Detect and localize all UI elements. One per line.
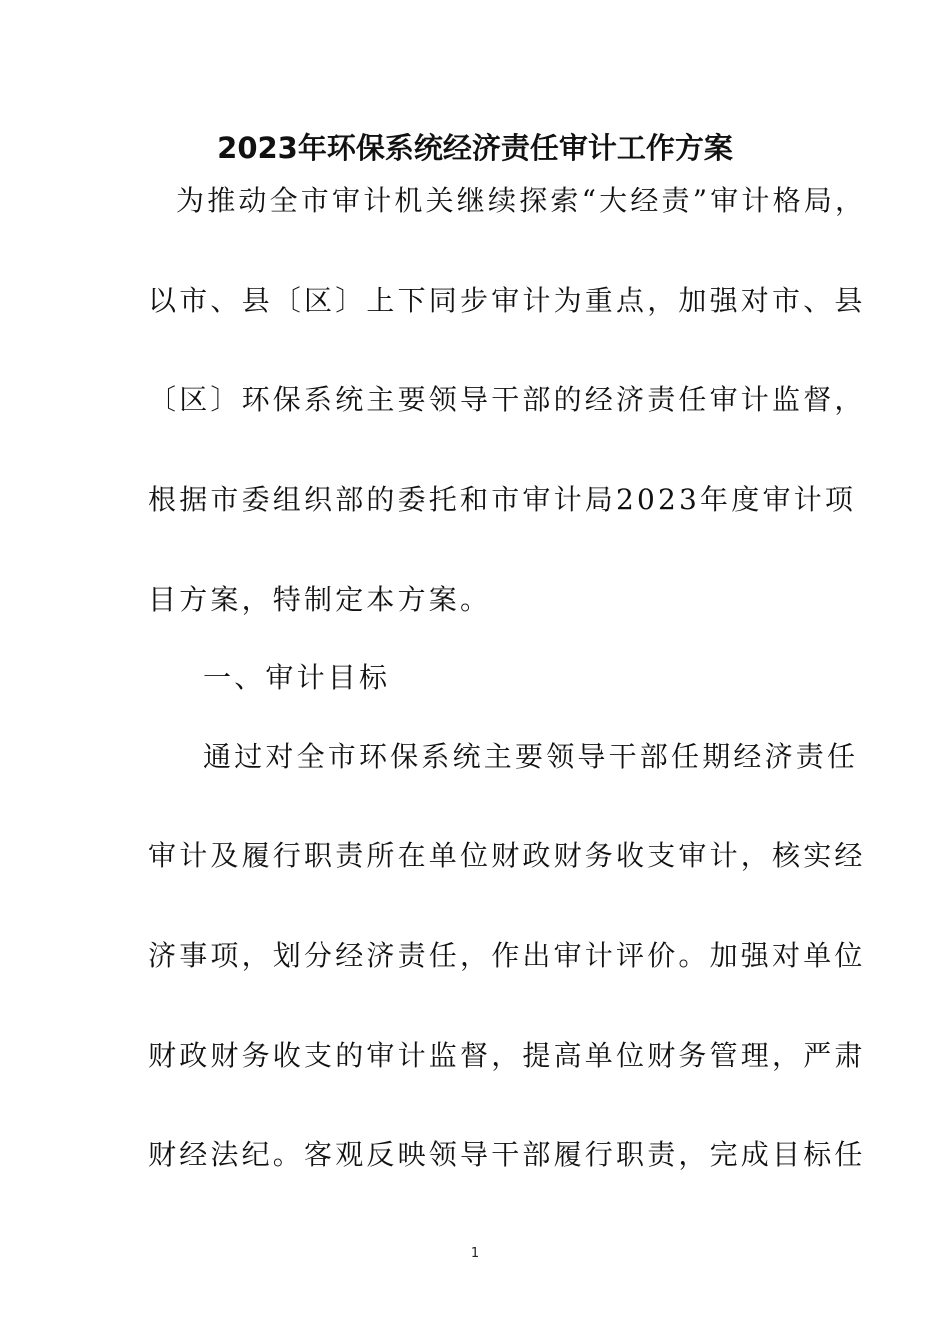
paragraph-line: 济事项，划分经济责任，作出审计评价。加强对单位 [148,939,866,972]
paragraph-line: 目方案，特制定本方案。 [148,583,492,616]
paragraph-line: 根据市委组织部的委托和市审计局2023年度审计项 [148,483,857,516]
paragraph-line: 〔区〕环保系统主要领导干部的经济责任审计监督， [148,383,866,416]
paragraph-line: 通过对全市环保系统主要领导干部任期经济责任 [203,740,859,773]
paragraph-line: 财经法纪。客观反映领导干部履行职责，完成目标任 [148,1138,866,1171]
section-heading: 一、审计目标 [203,661,391,694]
paragraph-line: 审计及履行职责所在单位财政财务收支审计，核实经 [148,839,866,872]
document-title: 2023年环保系统经济责任审计工作方案 [217,131,733,165]
paragraph-line: 为推动全市审计机关继续探索“大经责”审计格局， [176,184,867,217]
page-number: 1 [470,1246,480,1261]
paragraph-line: 财政财务收支的审计监督，提高单位财务管理，严肃 [148,1039,866,1072]
paragraph-line: 以市、县〔区〕上下同步审计为重点，加强对市、县 [148,284,866,317]
